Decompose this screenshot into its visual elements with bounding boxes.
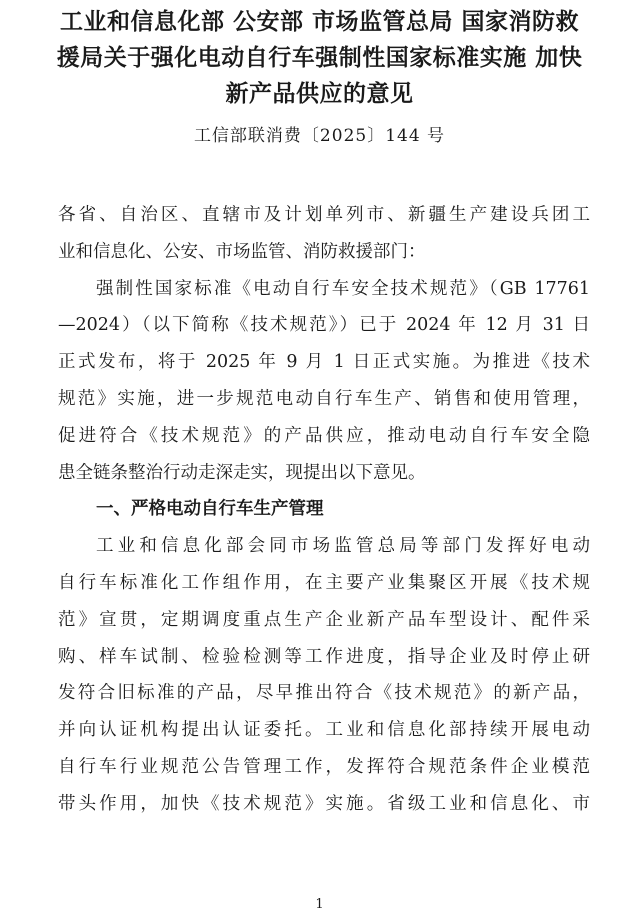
intro-line: —2024）（以下简称《技术规范》）已于 2024 年 12 月 31 日	[58, 315, 590, 336]
title-line: 援局关于强化电动自行车强制性国家标准实施 加快	[56, 45, 583, 71]
intro-line: 患全链条整治行动走深走实，现提出以下意见。	[58, 462, 426, 483]
section-line: 自行车标准化工作组作用，在主要产业集聚区开展《技术规	[58, 572, 590, 593]
document-number: 工信部联消费〔2025〕144 号	[193, 126, 446, 146]
section-line: 发符合旧标准的产品，尽早推出符合《技术规范》的新产品，	[58, 683, 590, 704]
addressee-line: 各省、自治区、直辖市及计划单列市、新疆生产建设兵团工	[58, 205, 590, 225]
addressee-line: 业和信息化、公安、市场监管、消防救援部门：	[58, 241, 426, 262]
title-line: 工业和信息化部 公安部 市场监管总局 国家消防救	[59, 9, 580, 35]
document-title	[40, 4, 599, 112]
page-number: 1	[315, 897, 324, 912]
section-heading: 一、严格电动自行车生产管理	[96, 499, 324, 520]
document-body	[58, 197, 590, 823]
section-line: 自行车行业规范公告管理工作，发挥符合规范条件企业模范	[58, 756, 590, 777]
intro-line: 促进符合《技术规范》的产品供应，推动电动自行车安全隐	[58, 425, 590, 446]
section-line: 范》宣贯，定期调度重点生产企业新产品车型设计、配件采	[58, 609, 590, 630]
intro-line: 规范》实施，进一步规范电动自行车生产、销售和使用管理，	[58, 388, 590, 409]
section-line: 工业和信息化部会同市场监管总局等部门发挥好电动	[96, 536, 590, 557]
intro-line: 强制性国家标准《电动自行车安全技术规范》（GB 17761	[96, 278, 590, 299]
title-line: 新产品供应的意见	[225, 81, 414, 107]
section-line: 带头作用，加快《技术规范》实施。省级工业和信息化、市	[58, 793, 590, 814]
section-line: 并向认证机构提出认证委托。工业和信息化部持续开展电动	[58, 720, 590, 741]
intro-line: 正式发布，将于 2025 年 9 月 1 日正式实施。为推进《技术	[58, 352, 590, 373]
section-line: 购、样车试制、检验检测等工作进度，指导企业及时停止研	[58, 646, 590, 667]
